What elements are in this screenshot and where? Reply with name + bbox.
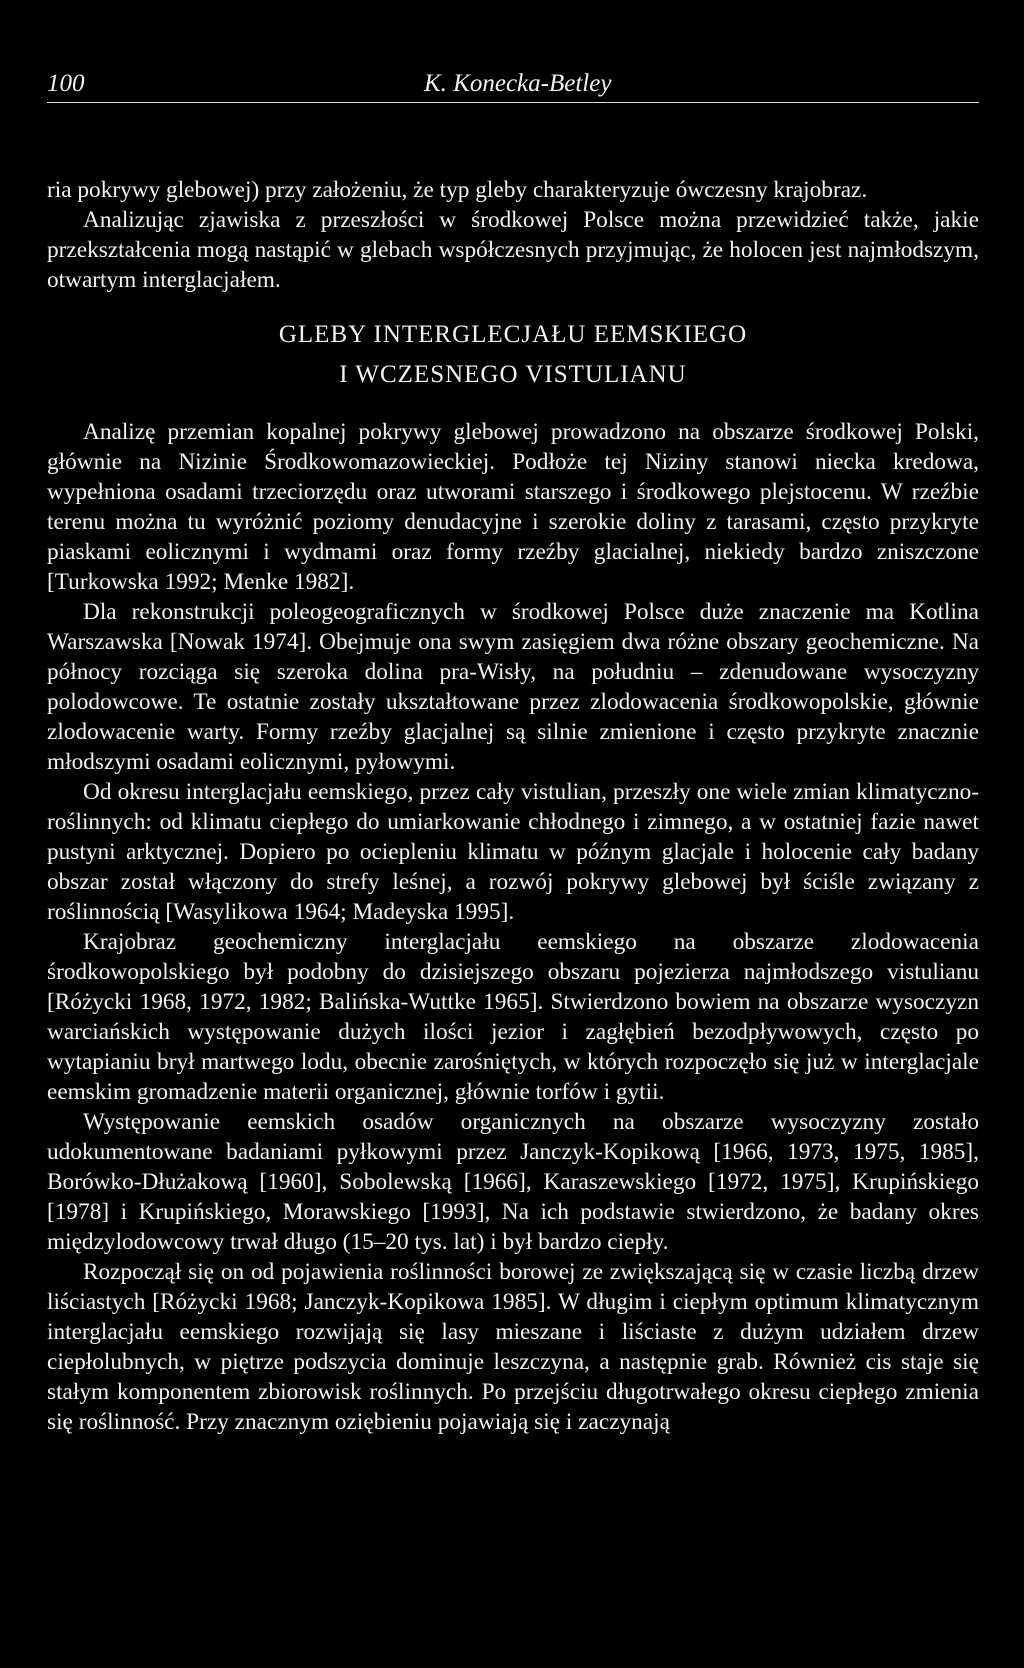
paragraph: Od okresu interglacjału eemskiego, przez cały vistulian, przeszły one wiele zmian klimatyczno-roślinnych: od klimatu ciepłego do umiarkowanie chłodnego i zimnego, a w ostatniej fazie nawet pustyni arktycznej. Dopiero po ociepleniu klimatu w późnym glacjale i holocenie cały badany obszar został włączony do strefy leśnej, a rozwój pokrywy glebowej był ściśle związany z roślinnością [Wasylikowa 1964; Madeyska 1995]. — [47, 779, 979, 925]
section-heading-line-2: I WCZESNEGO VISTULIANU — [339, 361, 687, 388]
paragraph: Krajobraz geochemiczny interglacjału eemskiego na obszarze zlodowacenia środkowopolskiego był podobny do dzisiejszego obszaru pojezierza najmłodszego vistulianu [Różycki 1968, 1972, 1982; Balińska-Wuttke 1965]. Stwierdzono bowiem na obszarze wysoczyzn warciańskich występowanie dużych ilości jezior i zagłębień bezodpływowych, często po wytapianiu brył martwego lodu, obecnie zarośniętych, w których rozpoczęło się już w interglacjale eemskim gromadzenie materii organicznej, głównie torfów i gytii. — [47, 929, 979, 1105]
paragraph: Występowanie eemskich osadów organicznych na obszarze wysoczyzny zostało udokumentowane badaniami pyłkowymi przez Janczyk-Kopikową [1966, 1973, 1975, 1985], Borówko-Dłużakową [1960], Sobolewską [1966], Karaszewskiego [1972, 1975], Krupińskiego [1978] i Krupińskiego, Morawskiego [1993], Na ich podstawie stwierdzono, że badany okres międzylodowcowy trwał długo (15–20 tys. lat) i był bardzo ciepły. — [47, 1109, 979, 1255]
paragraph: Dla rekonstrukcji poleogeograficznych w środkowej Polsce duże znaczenie ma Kotlina Warszawska [Nowak 1974]. Obejmuje ona swym zasięgiem dwa różne obszary geochemiczne. Na północy rozciąga się szeroka dolina pra-Wisły, na południu – zdenudowane wysoczyzny polodowcowe. Te ostatnie zostały ukształtowane przez zlodowacenia środkowopolskie, głównie zlodowacenie warty. Formy rzeźby glacjalnej są silnie zmienione i często przykryte znacznie młodszymi osadami eolicznymi, pyłowymi. — [47, 599, 979, 775]
running-title-author: K. Konecka-Betley — [424, 70, 612, 97]
section-heading-line-1: GLEBY INTERGLECJAŁU EEMSKIEGO — [278, 321, 748, 348]
paragraph: Analizę przemian kopalnej pokrywy glebowej prowadzono na obszarze środkowej Polski, głównie na Nizinie Środkowomazowieckiej. Podłoże tej Niziny stanowi niecka kredowa, wypełniona osadami trzeciorzędu oraz utworami starszego i środkowego plejstocenu. W rzeźbie terenu można tu wyróżnić poziomy denudacyjne i szerokie doliny z tarasami, często przykryte piaskami eolicznymi i wydmami oraz formy rzeźby glacialnej, niekiedy bardzo zniszczone [Turkowska 1992; Menke 1982]. — [47, 419, 979, 595]
paragraph: Rozpoczął się on od pojawienia roślinności borowej ze zwiększającą się w czasie liczbą drzew liściastych [Różycki 1968; Janczyk-Kopikowa 1985]. W długim i ciepłym optimum klimatycznym interglacjału eemskiego rozwijają się lasy mieszane i liściaste z dużym udziałem drzew ciepłolubnych, w piętrze podszycia dominuje leszczyna, a następnie grab. Również cis staje się stałym komponentem zbiorowisk roślinnych. Po przejściu długotrwałego okresu ciepłego zmienia się roślinność. Przy znacznym oziębieniu pojawiają się i zaczynają — [47, 1259, 979, 1435]
body-text — [47, 175, 979, 1437]
paragraph-continued: ria pokrywy glebowej) przy założeniu, że typ gleby charakteryzuje ówczesny krajobraz. — [47, 177, 868, 203]
page-number: 100 — [47, 70, 85, 97]
book-page — [47, 60, 979, 1437]
paragraph: Analizując zjawiska z przeszłości w środkowej Polsce można przewidzieć także, jakie przekształcenia mogą nastąpić w glebach współczesnych przyjmując, że holocen jest najmłodszym, otwartym interglacjałem. — [47, 207, 979, 293]
running-head — [47, 60, 979, 103]
section-heading — [47, 315, 979, 395]
